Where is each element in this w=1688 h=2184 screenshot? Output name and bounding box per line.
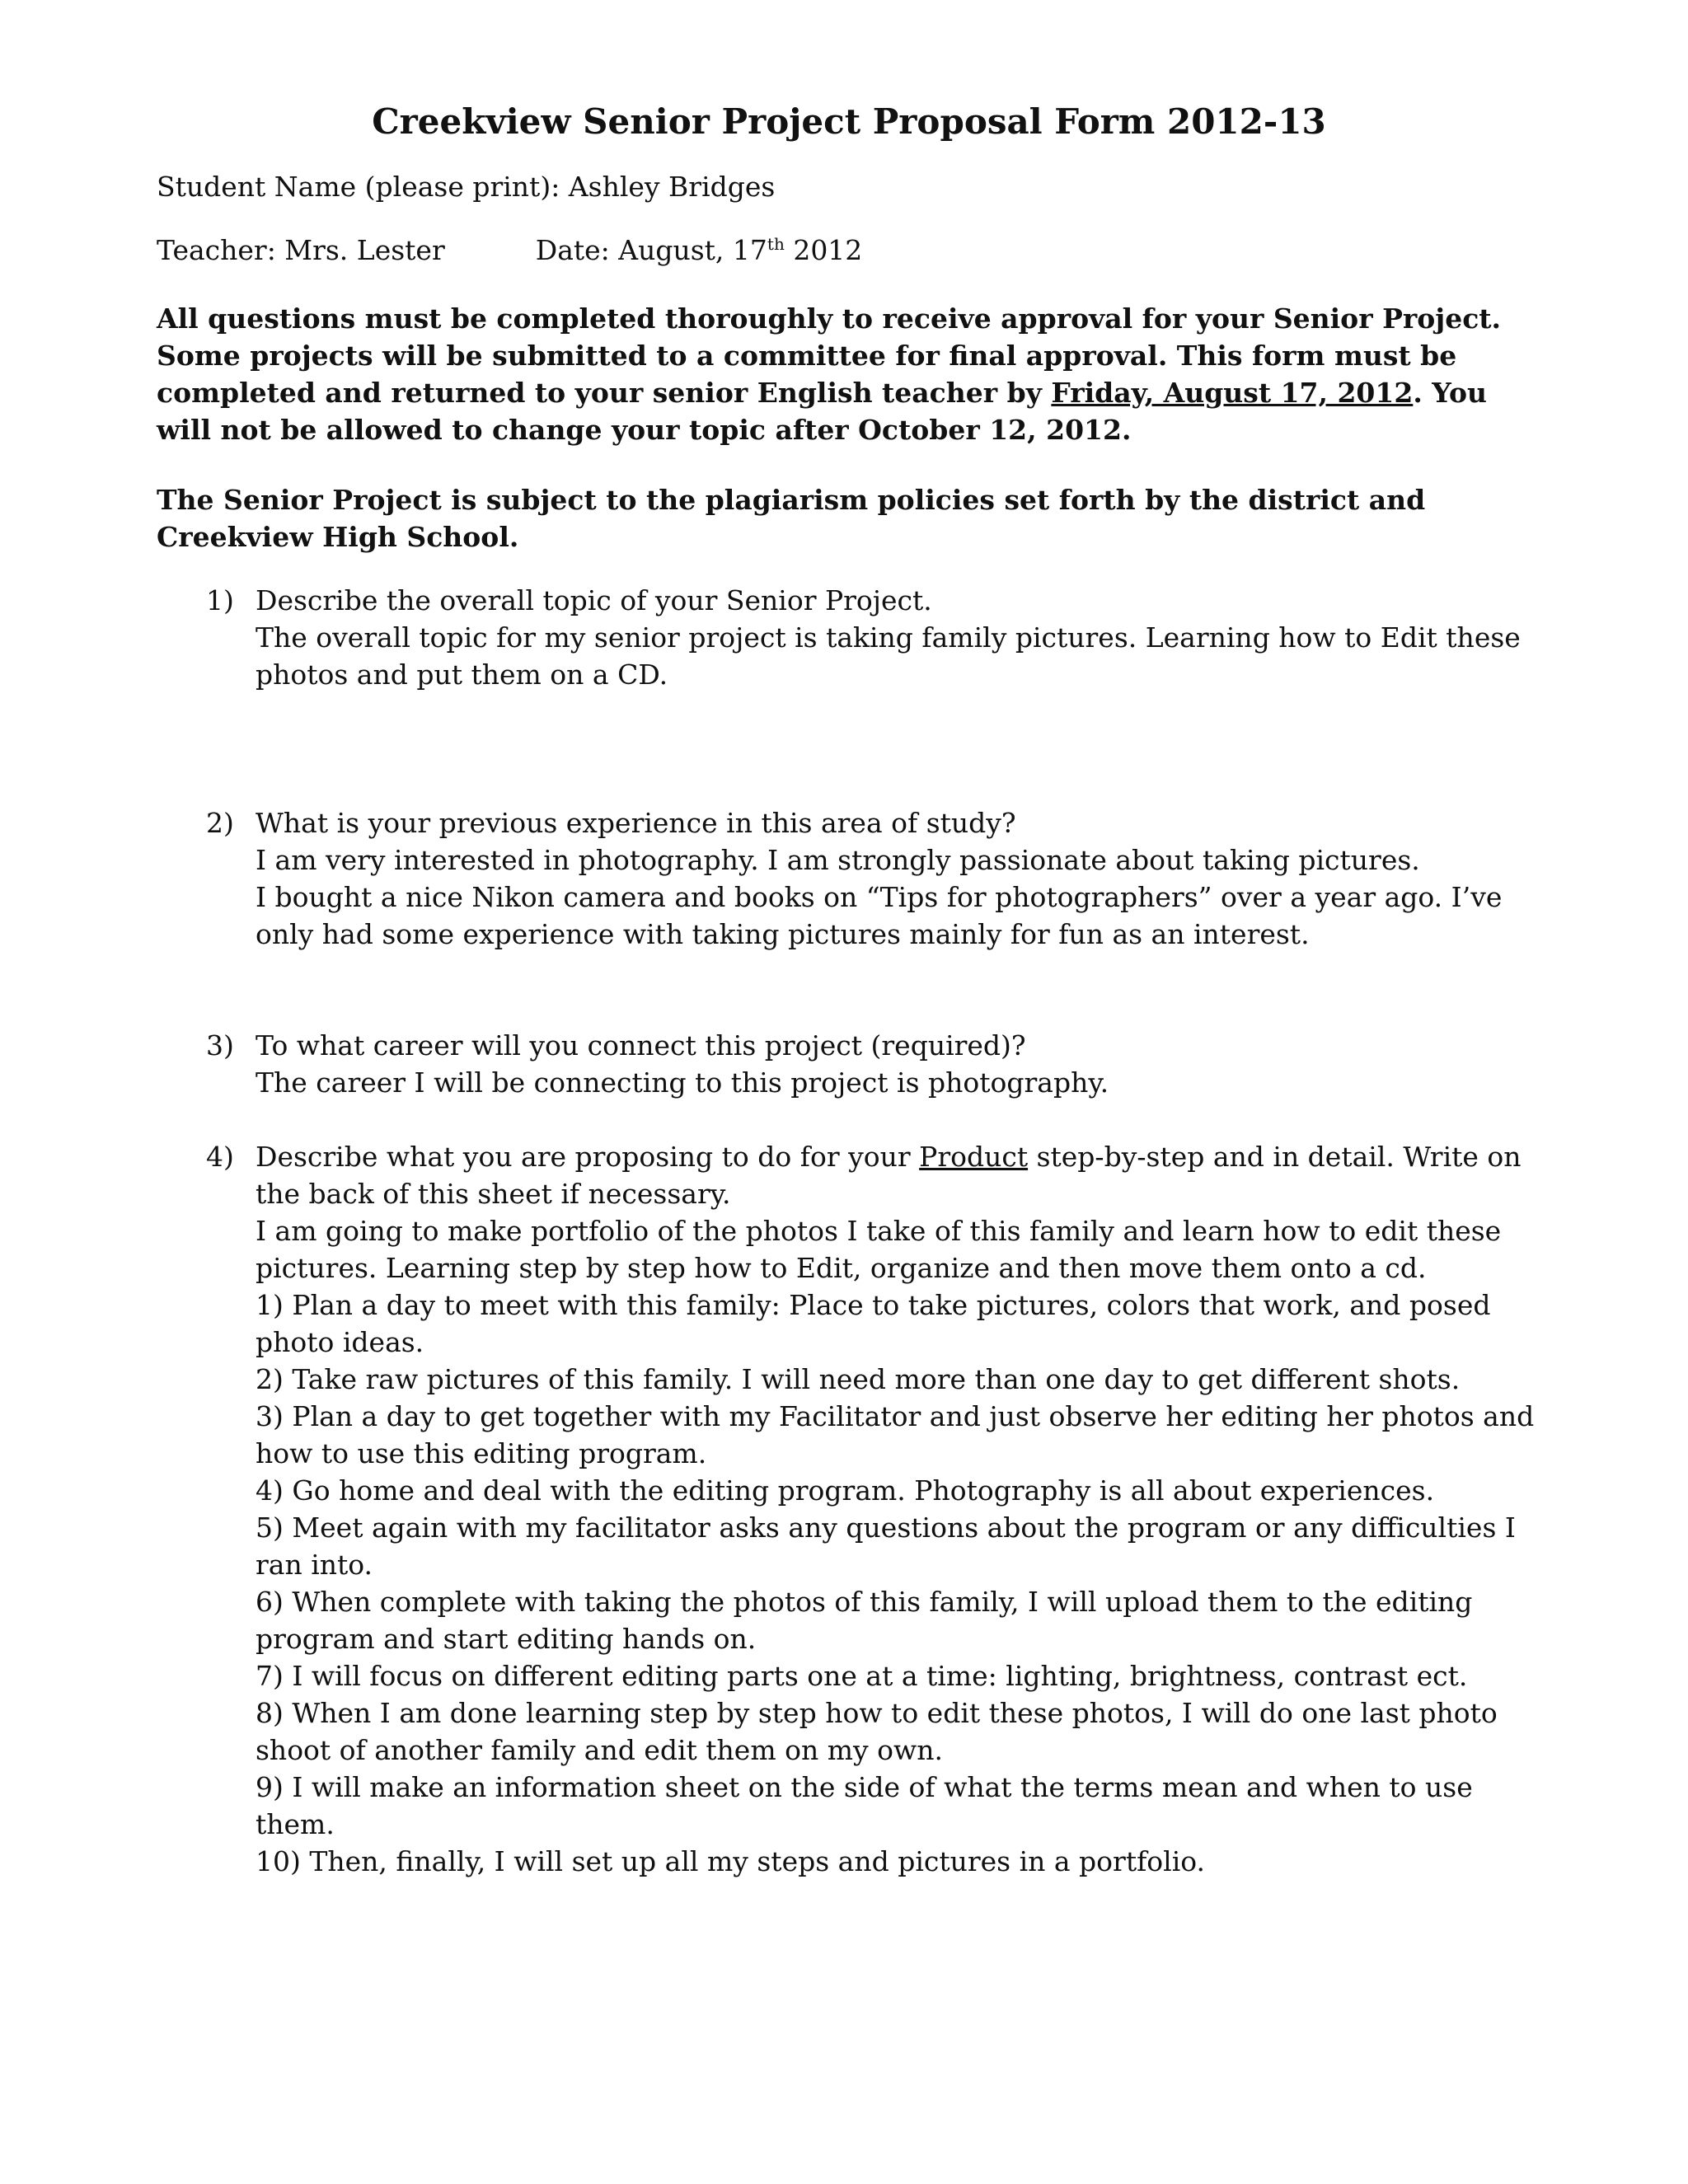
step-10: 10) Then, finally, I will set up all my steps and pictures in a portfolio. bbox=[256, 1845, 1206, 1877]
answer-intro: I am going to make portfolio of the photos I take of this family and learn how to edit these pictures. Learning step by step how to Edit, organize and then move them onto a cd. bbox=[256, 1215, 1502, 1284]
question-text: To what career will you connect this project (required)? bbox=[256, 1029, 1026, 1062]
step-7: 7) I will focus on different editing parts one at a time: lighting, brightness, contrast ect. bbox=[256, 1660, 1468, 1692]
step-2: 2) Take raw pictures of this family. I will need more than one day to get different shots. bbox=[256, 1363, 1461, 1395]
question-number: 1) bbox=[206, 584, 234, 616]
deadline-date: Friday, August 17, 2012 bbox=[1051, 377, 1414, 409]
document-page bbox=[157, 99, 1541, 1880]
question-text bbox=[256, 1138, 1541, 1212]
date-superscript: th bbox=[767, 234, 785, 254]
question-4 bbox=[157, 1138, 1541, 1880]
teacher-field: Teacher: Mrs. Lester bbox=[157, 234, 445, 266]
question-number: 2) bbox=[206, 807, 234, 839]
instructions-text-end: . You will not be allowed to change your topic after October 12, 2012. bbox=[157, 377, 1487, 446]
answer-text: I bought a nice Nikon camera and books on “Tips for photographers” over a year ago. I’ve only had some experience with taking pictures mainly for fun as an interest. bbox=[256, 881, 1503, 950]
answer-text: The career I will be connecting to this project is photography. bbox=[256, 1066, 1109, 1099]
date-field bbox=[536, 234, 863, 266]
instructions-paragraph bbox=[157, 300, 1541, 448]
date-suffix: 2012 bbox=[784, 234, 863, 266]
question-number: 4) bbox=[206, 1141, 234, 1173]
instructions-text: All questions must be completed thoroughly to receive approval for your Senior Project. Some projects will be submitted to a committee for final approval. This form must be completed and returned to your senior English teacher by bbox=[157, 302, 1502, 409]
question-2 bbox=[157, 804, 1541, 953]
question-1 bbox=[157, 582, 1541, 693]
question-text: Describe the overall topic of your Senior Project. bbox=[256, 584, 932, 616]
answer-text: I am very interested in photography. I am strongly passionate about taking pictures. bbox=[256, 844, 1420, 876]
product-underlined: Product bbox=[919, 1141, 1029, 1173]
step-6: 6) When complete with taking the photos of this family, I will upload them to the editing program and start editing hands on. bbox=[256, 1586, 1473, 1655]
question-number: 3) bbox=[206, 1029, 234, 1062]
question-3 bbox=[157, 1027, 1541, 1101]
question-text: What is your previous experience in this area of study? bbox=[256, 807, 1016, 839]
step-3: 3) Plan a day to get together with my Facilitator and just observe her editing her photos and how to use this editing program. bbox=[256, 1400, 1535, 1469]
teacher-date-line bbox=[157, 232, 1541, 269]
answer-text: The overall topic for my senior project is taking family pictures. Learning how to Edit these photos and put them on a CD. bbox=[256, 621, 1521, 691]
step-9: 9) I will make an information sheet on the side of what the terms mean and when to use them. bbox=[256, 1771, 1473, 1840]
step-4: 4) Go home and deal with the editing program. Photography is all about experiences. bbox=[256, 1474, 1435, 1507]
step-8: 8) When I am done learning step by step how to edit these photos, I will do one last photo shoot of another family and edit them on my own. bbox=[256, 1697, 1498, 1766]
question-text-start: Describe what you are proposing to do for your bbox=[256, 1141, 920, 1173]
student-name-line: Student Name (please print): Ashley Bridges bbox=[157, 171, 776, 203]
question-list bbox=[157, 582, 1541, 1880]
step-1: 1) Plan a day to meet with this family: Place to take pictures, colors that work, and posed photo ideas. bbox=[256, 1289, 1491, 1358]
plagiarism-note: The Senior Project is subject to the plagiarism policies set forth by the district and Creekview High School. bbox=[157, 484, 1426, 553]
form-title: Creekview Senior Project Proposal Form 2012-13 bbox=[372, 101, 1326, 142]
step-5: 5) Meet again with my facilitator asks any questions about the program or any difficulties I ran into. bbox=[256, 1511, 1516, 1581]
question-text-end: step-by-step and in detail. Write on the back of this sheet if necessary. bbox=[256, 1141, 1522, 1210]
date-prefix: Date: August, 17 bbox=[535, 234, 767, 266]
